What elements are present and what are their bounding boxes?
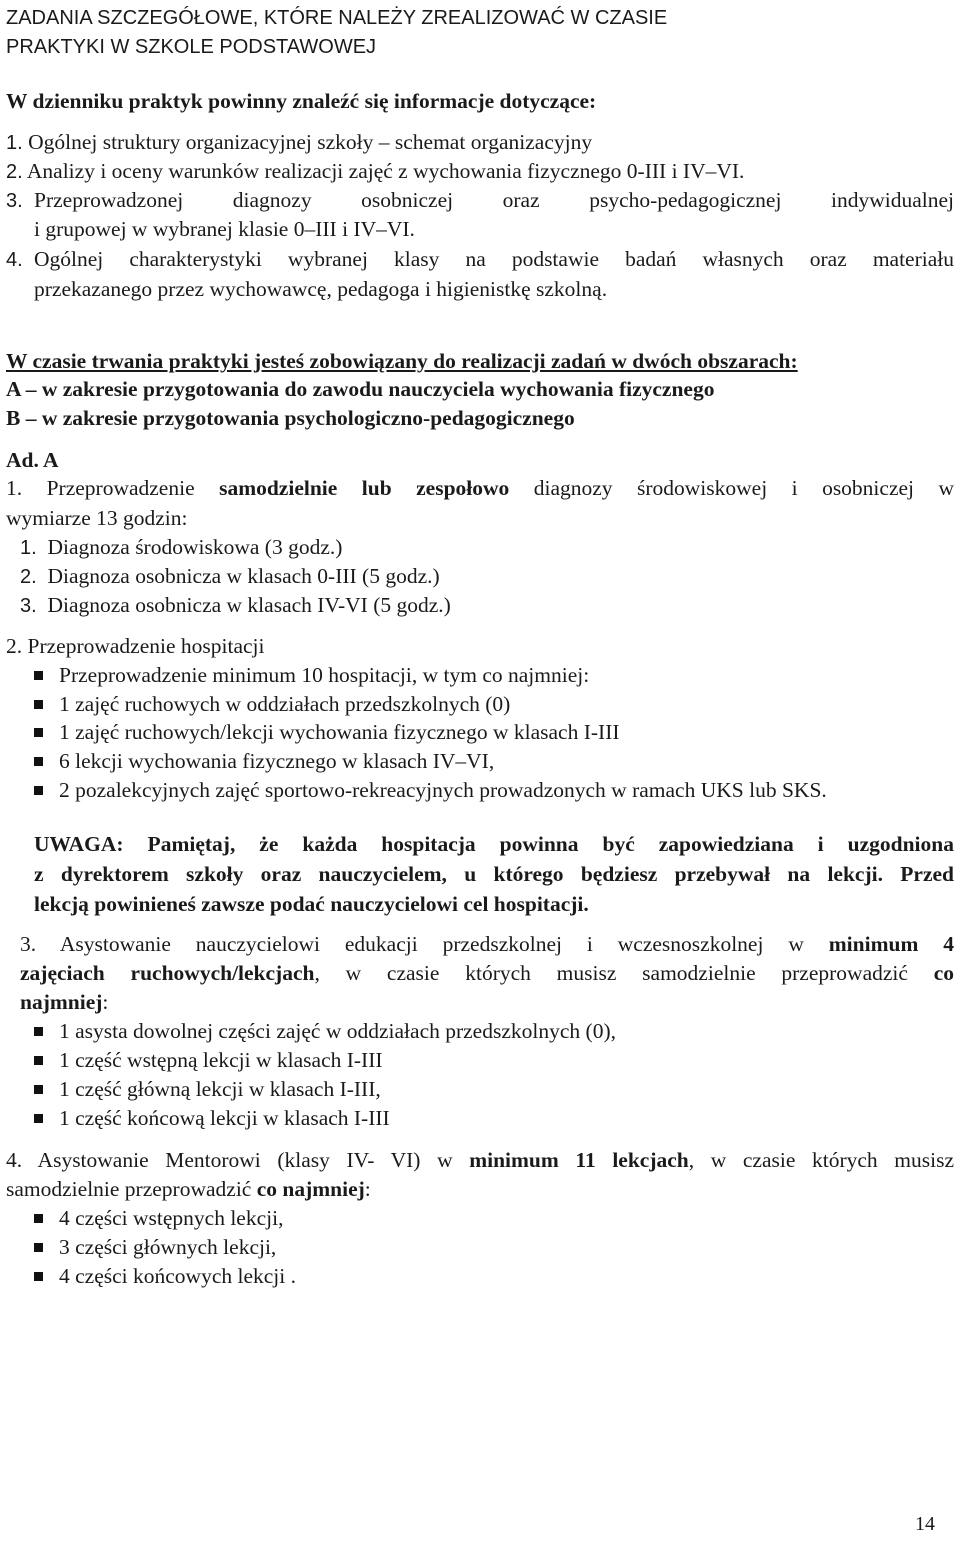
task-1-sub-3: [20, 591, 451, 620]
page-title-line-1: ZADANIA SZCZEGÓŁOWE, KTÓRE NALEŻY ZREALIZOWAĆ W CZASIE: [6, 7, 668, 29]
area-b: B – w zakresie przygotowania psychologiczno-pedagogicznego: [6, 406, 575, 430]
diary-item-number: 4.: [6, 249, 23, 271]
diary-item-4: [6, 245, 23, 274]
square-bullet-icon: [34, 1114, 43, 1123]
sub-number: 3.: [20, 595, 37, 617]
warning-line-3: lekcją powinieneś zawsze podać nauczycielowi cel hospitacji.: [34, 892, 589, 916]
square-bullet-icon: [34, 1085, 43, 1094]
task-1-sub-1: [20, 533, 342, 562]
diary-item-4-line-1: Ogólnej charakterystyki wybranej klasy na podstawie badań własnych oraz materiału: [34, 247, 954, 271]
task-2-bullet-3: 1 zajęć ruchowych/lekcji wychowania fizycznego w klasach I-III: [34, 718, 620, 746]
diary-item-4-line-2: przekazanego przez wychowawcę, pedagoga i higienistkę szkolną.: [34, 277, 608, 301]
page-title-line-2: PRAKTYKI W SZKOLE PODSTAWOWEJ: [6, 36, 377, 58]
task-2-bullet-1: Przeprowadzenie minimum 10 hospitacji, w tym co najmniej:: [34, 661, 589, 689]
ad-a-label: Ad. A: [6, 448, 59, 472]
diary-item-3-line-1: Przeprowadzonej diagnozy osobniczej oraz psycho-pedagogicznej indywidualnej: [34, 188, 954, 212]
task-2-bullet-4: 6 lekcji wychowania fizycznego w klasach IV–VI,: [34, 747, 494, 775]
task-3-bullet-2: 1 część wstępną lekcji w klasach I-III: [34, 1046, 383, 1074]
square-bullet-icon: [34, 1027, 43, 1036]
diary-item-text: Ogólnej struktury organizacyjnej szkoły – schemat organizacyjny: [28, 130, 593, 154]
diary-heading: W dzienniku praktyk powinny znaleźć się informacje dotyczące:: [6, 89, 597, 113]
task-3-bullet-3: 1 część główną lekcji w klasach I-III,: [34, 1075, 381, 1103]
task-4-line-2: samodzielnie przeprowadzić co najmniej:: [6, 1177, 371, 1201]
areas-heading: W czasie trwania praktyki jesteś zobowiązany do realizacji zadań w dwóch obszarach:: [6, 349, 798, 373]
task-4-bullet-1: 4 części wstępnych lekcji,: [34, 1204, 283, 1232]
task-3-line-1: 3. Asystowanie nauczycielowi edukacji przedszkolnej i wczesnoszkolnej w minimum 4: [20, 932, 954, 956]
square-bullet-icon: [34, 1056, 43, 1065]
task-1-line-1: [6, 474, 954, 502]
task-1-suffix: diagnozy środowiskowej i osobniczej w: [509, 476, 954, 500]
diary-item-number: 3.: [6, 190, 23, 212]
square-bullet-icon: [34, 700, 43, 709]
sub-text: Diagnoza osobnicza w klasach 0-III (5 godz.): [47, 564, 440, 588]
task-2-title: 2. Przeprowadzenie hospitacji: [6, 634, 265, 658]
task-4-line-1: 4. Asystowanie Mentorowi (klasy IV- VI) w minimum 11 lekcjach, w czasie których musisz: [6, 1148, 954, 1172]
sub-text: Diagnoza osobnicza w klasach IV-VI (5 godz.): [47, 593, 451, 617]
square-bullet-icon: [34, 786, 43, 795]
task-4-bullet-2: 3 części głównych lekcji,: [34, 1233, 276, 1261]
task-1-prefix: 1. Przeprowadzenie: [6, 476, 220, 500]
warning-line-1: UWAGA: Pamiętaj, że każda hospitacja powinna być zapowiedziana i uzgodniona: [34, 832, 954, 856]
task-1-line-2: wymiarze 13 godzin:: [6, 506, 188, 530]
diary-item-1: [6, 128, 592, 157]
task-1-sub-2: [20, 562, 440, 591]
sub-text: Diagnoza środowiskowa (3 godz.): [47, 535, 343, 559]
page-number: 14: [915, 1513, 935, 1535]
task-1-bold: samodzielnie lub zespołowo: [219, 476, 510, 500]
diary-item-3-line-2: i grupowej w wybranej klasie 0–III i IV–VI.: [34, 217, 415, 241]
task-3-bullet-4: 1 część końcową lekcji w klasach I-III: [34, 1104, 390, 1132]
diary-item-3: [6, 186, 23, 215]
square-bullet-icon: [34, 1272, 43, 1281]
square-bullet-icon: [34, 1243, 43, 1252]
diary-item-text: Analizy i oceny warunków realizacji zajęć z wychowania fizycznego 0-III i IV–VI.: [26, 159, 745, 183]
area-a: A – w zakresie przygotowania do zawodu nauczyciela wychowania fizycznego: [6, 377, 715, 401]
square-bullet-icon: [34, 1214, 43, 1223]
diary-item-2: [6, 157, 744, 186]
task-3-line-3: najmniej:: [20, 990, 109, 1014]
task-2-bullet-2: 1 zajęć ruchowych w oddziałach przedszkolnych (0): [34, 690, 510, 718]
square-bullet-icon: [34, 671, 43, 680]
task-3-line-2: zajęciach ruchowych/lekcjach, w czasie których musisz samodzielnie przeprowadzić co: [20, 961, 954, 985]
diary-item-number: 2.: [6, 161, 23, 183]
task-4-bullet-3: 4 części końcowych lekcji .: [34, 1262, 296, 1290]
square-bullet-icon: [34, 728, 43, 737]
task-2-bullet-5: 2 pozalekcyjnych zajęć sportowo-rekreacyjnych prowadzonych w ramach UKS lub SKS.: [34, 776, 827, 804]
diary-item-number: 1.: [6, 132, 23, 154]
task-3-bullet-1: 1 asysta dowolnej części zajęć w oddziałach przedszkolnych (0),: [34, 1017, 616, 1045]
sub-number: 2.: [20, 566, 37, 588]
warning-line-2: z dyrektorem szkoły oraz nauczycielem, u którego będziesz przebywał na lekcji. Przed: [34, 862, 954, 886]
square-bullet-icon: [34, 757, 43, 766]
sub-number: 1.: [20, 537, 37, 559]
